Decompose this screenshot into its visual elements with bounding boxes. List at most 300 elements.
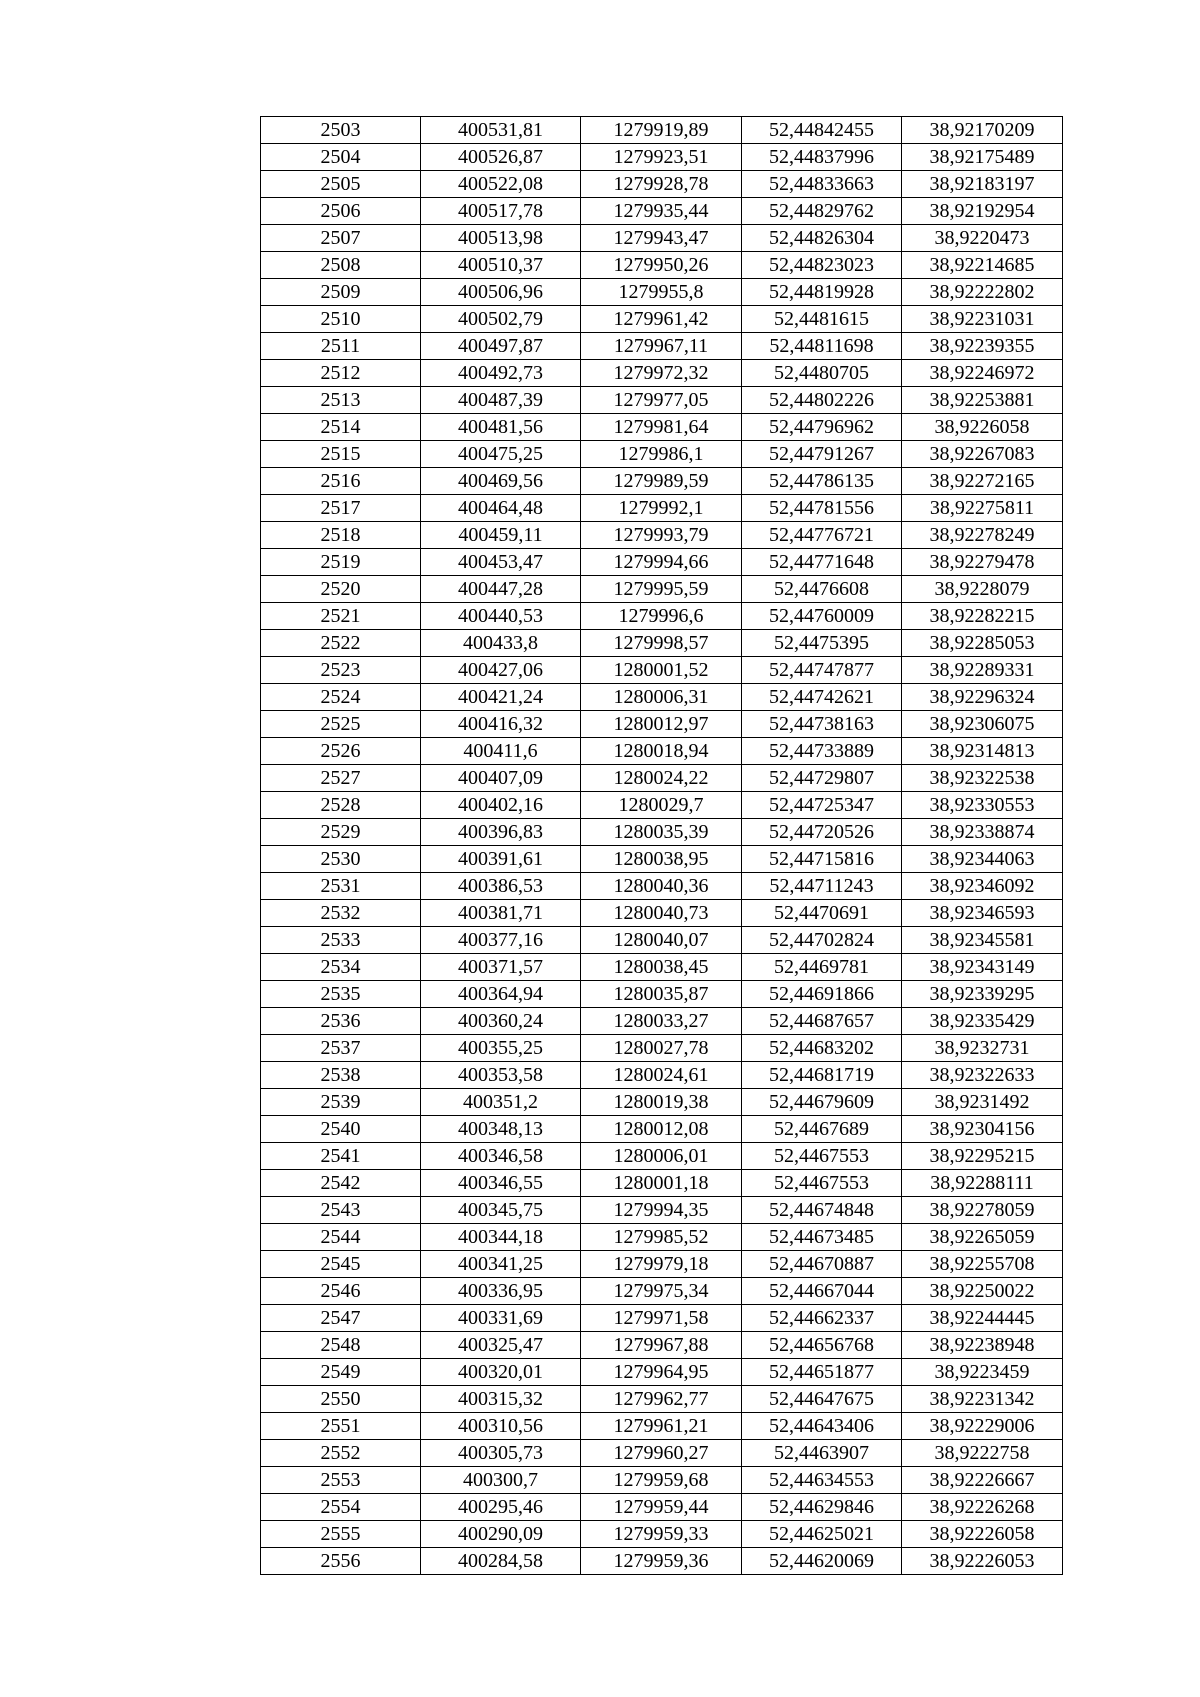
point-number-cell: 2513: [261, 387, 421, 414]
table-row: [261, 1413, 1063, 1440]
latitude-cell: 52,44823023: [742, 252, 902, 279]
table-row: [261, 1197, 1063, 1224]
table-row: [261, 846, 1063, 873]
x-coordinate-cell: 400411,6: [421, 738, 581, 765]
longitude-cell: 38,92339295: [902, 981, 1063, 1008]
table-row: [261, 576, 1063, 603]
x-coordinate-cell: 400300,7: [421, 1467, 581, 1494]
point-number-cell: 2546: [261, 1278, 421, 1305]
table-row: [261, 117, 1063, 144]
longitude-cell: 38,92314813: [902, 738, 1063, 765]
x-coordinate-cell: 400407,09: [421, 765, 581, 792]
longitude-cell: 38,9231492: [902, 1089, 1063, 1116]
point-number-cell: 2555: [261, 1521, 421, 1548]
point-number-cell: 2542: [261, 1170, 421, 1197]
latitude-cell: 52,4467553: [742, 1143, 902, 1170]
table-row: [261, 468, 1063, 495]
latitude-cell: 52,44837996: [742, 144, 902, 171]
point-number-cell: 2526: [261, 738, 421, 765]
y-coordinate-cell: 1280040,36: [581, 873, 742, 900]
table-row: [261, 1143, 1063, 1170]
longitude-cell: 38,92344063: [902, 846, 1063, 873]
table-row: [261, 1548, 1063, 1575]
table-row: [261, 279, 1063, 306]
longitude-cell: 38,92226053: [902, 1548, 1063, 1575]
point-number-cell: 2525: [261, 711, 421, 738]
y-coordinate-cell: 1279992,1: [581, 495, 742, 522]
latitude-cell: 52,44634553: [742, 1467, 902, 1494]
y-coordinate-cell: 1280019,38: [581, 1089, 742, 1116]
point-number-cell: 2553: [261, 1467, 421, 1494]
table-row: [261, 1467, 1063, 1494]
x-coordinate-cell: 400315,32: [421, 1386, 581, 1413]
x-coordinate-cell: 400526,87: [421, 144, 581, 171]
longitude-cell: 38,92306075: [902, 711, 1063, 738]
table-row: [261, 1494, 1063, 1521]
latitude-cell: 52,44802226: [742, 387, 902, 414]
latitude-cell: 52,44711243: [742, 873, 902, 900]
table-row: [261, 603, 1063, 630]
point-number-cell: 2520: [261, 576, 421, 603]
point-number-cell: 2551: [261, 1413, 421, 1440]
x-coordinate-cell: 400440,53: [421, 603, 581, 630]
point-number-cell: 2544: [261, 1224, 421, 1251]
latitude-cell: 52,44729807: [742, 765, 902, 792]
point-number-cell: 2524: [261, 684, 421, 711]
table-row: [261, 981, 1063, 1008]
longitude-cell: 38,92322538: [902, 765, 1063, 792]
table-row: [261, 873, 1063, 900]
longitude-cell: 38,92229006: [902, 1413, 1063, 1440]
table-row: [261, 900, 1063, 927]
x-coordinate-cell: 400433,8: [421, 630, 581, 657]
longitude-cell: 38,92288111: [902, 1170, 1063, 1197]
y-coordinate-cell: 1279971,58: [581, 1305, 742, 1332]
longitude-cell: 38,92335429: [902, 1008, 1063, 1035]
y-coordinate-cell: 1279935,44: [581, 198, 742, 225]
latitude-cell: 52,44629846: [742, 1494, 902, 1521]
point-number-cell: 2505: [261, 171, 421, 198]
table-row: [261, 657, 1063, 684]
table-row: [261, 495, 1063, 522]
y-coordinate-cell: 1279998,57: [581, 630, 742, 657]
y-coordinate-cell: 1279986,1: [581, 441, 742, 468]
table-row: [261, 684, 1063, 711]
y-coordinate-cell: 1280027,78: [581, 1035, 742, 1062]
latitude-cell: 52,44796962: [742, 414, 902, 441]
longitude-cell: 38,92222802: [902, 279, 1063, 306]
longitude-cell: 38,9223459: [902, 1359, 1063, 1386]
longitude-cell: 38,92295215: [902, 1143, 1063, 1170]
point-number-cell: 2512: [261, 360, 421, 387]
point-number-cell: 2545: [261, 1251, 421, 1278]
y-coordinate-cell: 1279979,18: [581, 1251, 742, 1278]
longitude-cell: 38,92231031: [902, 306, 1063, 333]
y-coordinate-cell: 1279981,64: [581, 414, 742, 441]
point-number-cell: 2510: [261, 306, 421, 333]
point-number-cell: 2539: [261, 1089, 421, 1116]
x-coordinate-cell: 400386,53: [421, 873, 581, 900]
y-coordinate-cell: 1279919,89: [581, 117, 742, 144]
point-number-cell: 2511: [261, 333, 421, 360]
latitude-cell: 52,4467689: [742, 1116, 902, 1143]
table-row: [261, 549, 1063, 576]
longitude-cell: 38,92265059: [902, 1224, 1063, 1251]
y-coordinate-cell: 1279994,66: [581, 549, 742, 576]
y-coordinate-cell: 1279993,79: [581, 522, 742, 549]
y-coordinate-cell: 1279960,27: [581, 1440, 742, 1467]
latitude-cell: 52,44643406: [742, 1413, 902, 1440]
latitude-cell: 52,44651877: [742, 1359, 902, 1386]
latitude-cell: 52,44620069: [742, 1548, 902, 1575]
longitude-cell: 38,92214685: [902, 252, 1063, 279]
point-number-cell: 2527: [261, 765, 421, 792]
point-number-cell: 2533: [261, 927, 421, 954]
x-coordinate-cell: 400371,57: [421, 954, 581, 981]
x-coordinate-cell: 400513,98: [421, 225, 581, 252]
latitude-cell: 52,44667044: [742, 1278, 902, 1305]
x-coordinate-cell: 400402,16: [421, 792, 581, 819]
y-coordinate-cell: 1279964,95: [581, 1359, 742, 1386]
x-coordinate-cell: 400427,06: [421, 657, 581, 684]
x-coordinate-cell: 400305,73: [421, 1440, 581, 1467]
y-coordinate-cell: 1280018,94: [581, 738, 742, 765]
y-coordinate-cell: 1279989,59: [581, 468, 742, 495]
x-coordinate-cell: 400421,24: [421, 684, 581, 711]
x-coordinate-cell: 400481,56: [421, 414, 581, 441]
latitude-cell: 52,44786135: [742, 468, 902, 495]
y-coordinate-cell: 1280038,95: [581, 846, 742, 873]
latitude-cell: 52,44781556: [742, 495, 902, 522]
longitude-cell: 38,92279478: [902, 549, 1063, 576]
longitude-cell: 38,92330553: [902, 792, 1063, 819]
longitude-cell: 38,92304156: [902, 1116, 1063, 1143]
y-coordinate-cell: 1279923,51: [581, 144, 742, 171]
y-coordinate-cell: 1279972,32: [581, 360, 742, 387]
point-number-cell: 2515: [261, 441, 421, 468]
longitude-cell: 38,92322633: [902, 1062, 1063, 1089]
latitude-cell: 52,4469781: [742, 954, 902, 981]
coordinates-table-body: [261, 117, 1063, 1575]
table-row: [261, 1359, 1063, 1386]
y-coordinate-cell: 1280024,22: [581, 765, 742, 792]
table-row: [261, 819, 1063, 846]
point-number-cell: 2509: [261, 279, 421, 306]
table-row: [261, 1170, 1063, 1197]
y-coordinate-cell: 1279996,6: [581, 603, 742, 630]
y-coordinate-cell: 1280001,18: [581, 1170, 742, 1197]
longitude-cell: 38,92226667: [902, 1467, 1063, 1494]
x-coordinate-cell: 400345,75: [421, 1197, 581, 1224]
x-coordinate-cell: 400416,32: [421, 711, 581, 738]
latitude-cell: 52,44829762: [742, 198, 902, 225]
longitude-cell: 38,92278249: [902, 522, 1063, 549]
x-coordinate-cell: 400341,25: [421, 1251, 581, 1278]
table-row: [261, 1521, 1063, 1548]
latitude-cell: 52,44679609: [742, 1089, 902, 1116]
x-coordinate-cell: 400502,79: [421, 306, 581, 333]
longitude-cell: 38,92246972: [902, 360, 1063, 387]
table-row: [261, 198, 1063, 225]
x-coordinate-cell: 400355,25: [421, 1035, 581, 1062]
y-coordinate-cell: 1279943,47: [581, 225, 742, 252]
x-coordinate-cell: 400517,78: [421, 198, 581, 225]
y-coordinate-cell: 1279959,68: [581, 1467, 742, 1494]
x-coordinate-cell: 400348,13: [421, 1116, 581, 1143]
x-coordinate-cell: 400510,37: [421, 252, 581, 279]
x-coordinate-cell: 400336,95: [421, 1278, 581, 1305]
point-number-cell: 2528: [261, 792, 421, 819]
x-coordinate-cell: 400381,71: [421, 900, 581, 927]
point-number-cell: 2506: [261, 198, 421, 225]
x-coordinate-cell: 400344,18: [421, 1224, 581, 1251]
coordinates-table: [260, 116, 1063, 1575]
x-coordinate-cell: 400469,56: [421, 468, 581, 495]
longitude-cell: 38,9220473: [902, 225, 1063, 252]
longitude-cell: 38,92231342: [902, 1386, 1063, 1413]
latitude-cell: 52,4467553: [742, 1170, 902, 1197]
longitude-cell: 38,92338874: [902, 819, 1063, 846]
y-coordinate-cell: 1280040,07: [581, 927, 742, 954]
latitude-cell: 52,44720526: [742, 819, 902, 846]
point-number-cell: 2503: [261, 117, 421, 144]
latitude-cell: 52,4470691: [742, 900, 902, 927]
latitude-cell: 52,44702824: [742, 927, 902, 954]
latitude-cell: 52,44691866: [742, 981, 902, 1008]
point-number-cell: 2538: [261, 1062, 421, 1089]
latitude-cell: 52,44771648: [742, 549, 902, 576]
longitude-cell: 38,92282215: [902, 603, 1063, 630]
table-row: [261, 792, 1063, 819]
y-coordinate-cell: 1280006,01: [581, 1143, 742, 1170]
y-coordinate-cell: 1279962,77: [581, 1386, 742, 1413]
x-coordinate-cell: 400492,73: [421, 360, 581, 387]
table-row: [261, 1332, 1063, 1359]
y-coordinate-cell: 1279959,44: [581, 1494, 742, 1521]
latitude-cell: 52,4481615: [742, 306, 902, 333]
point-number-cell: 2508: [261, 252, 421, 279]
table-row: [261, 1224, 1063, 1251]
y-coordinate-cell: 1280035,87: [581, 981, 742, 1008]
x-coordinate-cell: 400331,69: [421, 1305, 581, 1332]
y-coordinate-cell: 1279985,52: [581, 1224, 742, 1251]
point-number-cell: 2543: [261, 1197, 421, 1224]
x-coordinate-cell: 400295,46: [421, 1494, 581, 1521]
point-number-cell: 2534: [261, 954, 421, 981]
longitude-cell: 38,92250022: [902, 1278, 1063, 1305]
x-coordinate-cell: 400360,24: [421, 1008, 581, 1035]
latitude-cell: 52,4475395: [742, 630, 902, 657]
latitude-cell: 52,44760009: [742, 603, 902, 630]
latitude-cell: 52,44738163: [742, 711, 902, 738]
x-coordinate-cell: 400353,58: [421, 1062, 581, 1089]
longitude-cell: 38,92346593: [902, 900, 1063, 927]
y-coordinate-cell: 1279961,42: [581, 306, 742, 333]
table-row: [261, 1116, 1063, 1143]
point-number-cell: 2529: [261, 819, 421, 846]
y-coordinate-cell: 1279955,8: [581, 279, 742, 306]
latitude-cell: 52,44687657: [742, 1008, 902, 1035]
table-row: [261, 360, 1063, 387]
x-coordinate-cell: 400464,48: [421, 495, 581, 522]
latitude-cell: 52,44819928: [742, 279, 902, 306]
x-coordinate-cell: 400391,61: [421, 846, 581, 873]
longitude-cell: 38,92285053: [902, 630, 1063, 657]
y-coordinate-cell: 1279975,34: [581, 1278, 742, 1305]
point-number-cell: 2516: [261, 468, 421, 495]
point-number-cell: 2517: [261, 495, 421, 522]
y-coordinate-cell: 1279995,59: [581, 576, 742, 603]
longitude-cell: 38,92346092: [902, 873, 1063, 900]
point-number-cell: 2548: [261, 1332, 421, 1359]
longitude-cell: 38,92267083: [902, 441, 1063, 468]
point-number-cell: 2535: [261, 981, 421, 1008]
longitude-cell: 38,9228079: [902, 576, 1063, 603]
latitude-cell: 52,44791267: [742, 441, 902, 468]
point-number-cell: 2518: [261, 522, 421, 549]
y-coordinate-cell: 1279959,33: [581, 1521, 742, 1548]
point-number-cell: 2552: [261, 1440, 421, 1467]
table-row: [261, 1386, 1063, 1413]
x-coordinate-cell: 400487,39: [421, 387, 581, 414]
latitude-cell: 52,44842455: [742, 117, 902, 144]
point-number-cell: 2550: [261, 1386, 421, 1413]
y-coordinate-cell: 1280035,39: [581, 819, 742, 846]
point-number-cell: 2522: [261, 630, 421, 657]
x-coordinate-cell: 400475,25: [421, 441, 581, 468]
x-coordinate-cell: 400531,81: [421, 117, 581, 144]
longitude-cell: 38,92239355: [902, 333, 1063, 360]
x-coordinate-cell: 400396,83: [421, 819, 581, 846]
table-row: [261, 1278, 1063, 1305]
x-coordinate-cell: 400497,87: [421, 333, 581, 360]
table-row: [261, 1440, 1063, 1467]
table-row: [261, 1008, 1063, 1035]
longitude-cell: 38,9232731: [902, 1035, 1063, 1062]
table-row: [261, 711, 1063, 738]
latitude-cell: 52,44656768: [742, 1332, 902, 1359]
longitude-cell: 38,92226268: [902, 1494, 1063, 1521]
longitude-cell: 38,92255708: [902, 1251, 1063, 1278]
x-coordinate-cell: 400453,47: [421, 549, 581, 576]
latitude-cell: 52,44683202: [742, 1035, 902, 1062]
latitude-cell: 52,44776721: [742, 522, 902, 549]
x-coordinate-cell: 400310,56: [421, 1413, 581, 1440]
longitude-cell: 38,9222758: [902, 1440, 1063, 1467]
point-number-cell: 2537: [261, 1035, 421, 1062]
latitude-cell: 52,44647675: [742, 1386, 902, 1413]
table-row: [261, 954, 1063, 981]
y-coordinate-cell: 1279928,78: [581, 171, 742, 198]
y-coordinate-cell: 1279959,36: [581, 1548, 742, 1575]
table-row: [261, 171, 1063, 198]
latitude-cell: 52,44833663: [742, 171, 902, 198]
latitude-cell: 52,44625021: [742, 1521, 902, 1548]
point-number-cell: 2523: [261, 657, 421, 684]
table-row: [261, 414, 1063, 441]
y-coordinate-cell: 1279994,35: [581, 1197, 742, 1224]
point-number-cell: 2554: [261, 1494, 421, 1521]
longitude-cell: 38,92275811: [902, 495, 1063, 522]
table-row: [261, 630, 1063, 657]
point-number-cell: 2541: [261, 1143, 421, 1170]
latitude-cell: 52,44673485: [742, 1224, 902, 1251]
point-number-cell: 2531: [261, 873, 421, 900]
latitude-cell: 52,44674848: [742, 1197, 902, 1224]
longitude-cell: 38,9226058: [902, 414, 1063, 441]
table-row: [261, 333, 1063, 360]
longitude-cell: 38,92183197: [902, 171, 1063, 198]
x-coordinate-cell: 400346,55: [421, 1170, 581, 1197]
table-row: [261, 225, 1063, 252]
point-number-cell: 2514: [261, 414, 421, 441]
x-coordinate-cell: 400459,11: [421, 522, 581, 549]
table-row: [261, 252, 1063, 279]
point-number-cell: 2519: [261, 549, 421, 576]
x-coordinate-cell: 400447,28: [421, 576, 581, 603]
longitude-cell: 38,92244445: [902, 1305, 1063, 1332]
longitude-cell: 38,92345581: [902, 927, 1063, 954]
y-coordinate-cell: 1280024,61: [581, 1062, 742, 1089]
longitude-cell: 38,92278059: [902, 1197, 1063, 1224]
longitude-cell: 38,92170209: [902, 117, 1063, 144]
table-row: [261, 144, 1063, 171]
table-row: [261, 1305, 1063, 1332]
table-row: [261, 387, 1063, 414]
y-coordinate-cell: 1279967,11: [581, 333, 742, 360]
table-row: [261, 1062, 1063, 1089]
point-number-cell: 2547: [261, 1305, 421, 1332]
table-row: [261, 1251, 1063, 1278]
table-row: [261, 306, 1063, 333]
y-coordinate-cell: 1280012,08: [581, 1116, 742, 1143]
longitude-cell: 38,92343149: [902, 954, 1063, 981]
longitude-cell: 38,92296324: [902, 684, 1063, 711]
y-coordinate-cell: 1279961,21: [581, 1413, 742, 1440]
latitude-cell: 52,44733889: [742, 738, 902, 765]
x-coordinate-cell: 400325,47: [421, 1332, 581, 1359]
point-number-cell: 2530: [261, 846, 421, 873]
point-number-cell: 2540: [261, 1116, 421, 1143]
latitude-cell: 52,44725347: [742, 792, 902, 819]
y-coordinate-cell: 1279967,88: [581, 1332, 742, 1359]
x-coordinate-cell: 400290,09: [421, 1521, 581, 1548]
point-number-cell: 2532: [261, 900, 421, 927]
y-coordinate-cell: 1280001,52: [581, 657, 742, 684]
point-number-cell: 2556: [261, 1548, 421, 1575]
latitude-cell: 52,4476608: [742, 576, 902, 603]
x-coordinate-cell: 400522,08: [421, 171, 581, 198]
longitude-cell: 38,92289331: [902, 657, 1063, 684]
x-coordinate-cell: 400346,58: [421, 1143, 581, 1170]
table-row: [261, 927, 1063, 954]
y-coordinate-cell: 1280029,7: [581, 792, 742, 819]
table-row: [261, 765, 1063, 792]
latitude-cell: 52,44715816: [742, 846, 902, 873]
table-row: [261, 738, 1063, 765]
point-number-cell: 2507: [261, 225, 421, 252]
point-number-cell: 2536: [261, 1008, 421, 1035]
table-row: [261, 1089, 1063, 1116]
y-coordinate-cell: 1280033,27: [581, 1008, 742, 1035]
longitude-cell: 38,92272165: [902, 468, 1063, 495]
y-coordinate-cell: 1280040,73: [581, 900, 742, 927]
x-coordinate-cell: 400377,16: [421, 927, 581, 954]
latitude-cell: 52,4480705: [742, 360, 902, 387]
longitude-cell: 38,92192954: [902, 198, 1063, 225]
point-number-cell: 2504: [261, 144, 421, 171]
y-coordinate-cell: 1279950,26: [581, 252, 742, 279]
